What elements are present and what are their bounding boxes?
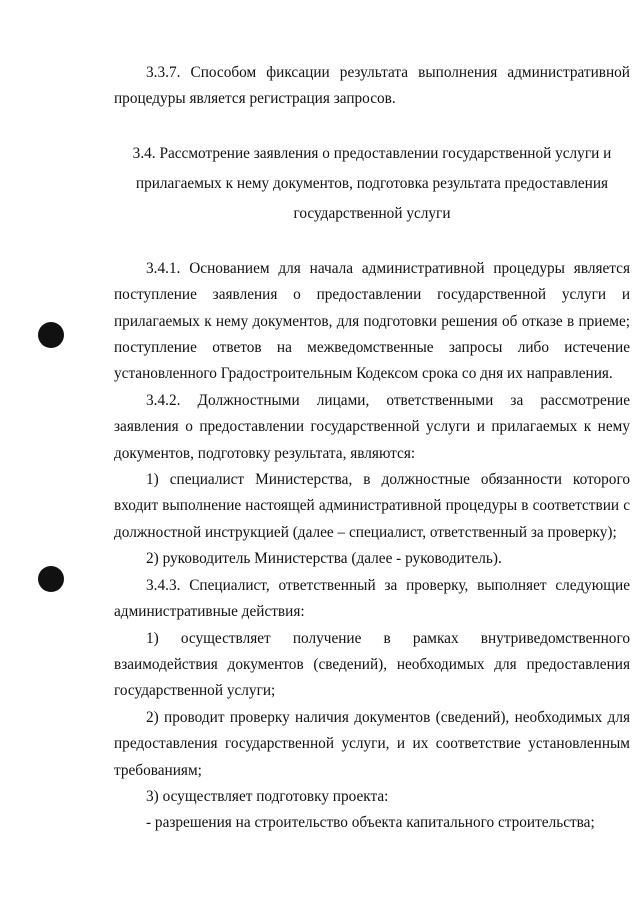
paragraph-3-4-3: 3.4.3. Специалист, ответственный за проверку, выполняет следующие административные действия: bbox=[114, 576, 630, 621]
heading-line: 3.4. Рассмотрение заявления о предоставлении государственной услуги и bbox=[132, 144, 612, 162]
action-item-2: 2) проводит проверку наличия документов (сведений), необходимых для предоставления государственной услуги, и их соответствие установленным требованиям; bbox=[114, 708, 630, 779]
punch-hole-mark bbox=[38, 322, 64, 348]
section-heading-3-4 bbox=[114, 139, 630, 229]
paragraph-3-4-2: 3.4.2. Должностными лицами, ответственными за рассмотрение заявления о предоставлении государственной услуги и прилагаемых к нему документов, подготовку результата, являются: bbox=[114, 391, 630, 462]
action-item-1: 1) осуществляет получение в рамках внутриведомственного взаимодействия документов (сведений), необходимых для предоставления государственной услуги; bbox=[114, 629, 630, 700]
heading-line: прилагаемых к нему документов, подготовка результата предоставления bbox=[135, 174, 609, 192]
document-body bbox=[114, 60, 630, 837]
paragraph-3-4-1: 3.4.1. Основанием для начала административной процедуры является поступление заявления о предоставлении государственной услуги и прилагаемых к нему документов, для подготовки решения об отказе в приеме; поступление ответов на межведомственные запросы либо истечение установленного Градостроительным Кодексом срока со дня их направления. bbox=[114, 259, 630, 383]
paragraph-3-3-7: 3.3.7. Способом фиксации результата выполнения административной процедуры является регистрация запросов. bbox=[114, 64, 630, 108]
list-item-2: 2) руководитель Министерства (далее - руководитель). bbox=[146, 550, 502, 568]
punch-hole-mark bbox=[38, 566, 64, 592]
list-item-1: 1) специалист Министерства, в должностные обязанности которого входит выполнение настоящей административной процедуры в соответствии с должностной инструкцией (далее – специалист, ответственный за проверку); bbox=[114, 471, 630, 541]
action-item-3-sub: - разрешения на строительство объекта капитального строительства; bbox=[146, 814, 595, 832]
action-item-3: 3) осуществляет подготовку проекта: bbox=[146, 787, 389, 805]
heading-line: государственной услуги bbox=[293, 204, 451, 222]
